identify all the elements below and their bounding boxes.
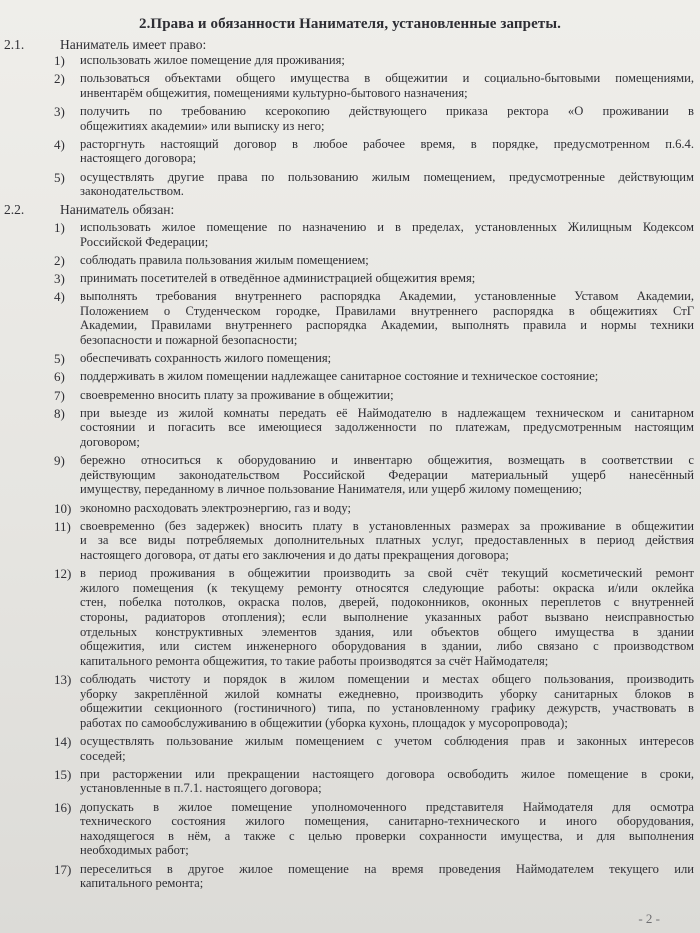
text-line: законодательством.	[80, 184, 184, 199]
text-line: осуществлять другие права по пользованию жилым помещением, предусмотренные действующим	[80, 169, 694, 184]
list-item-number: 9)	[54, 453, 65, 469]
right-item	[50, 53, 694, 68]
text-line: экономно расходовать электроэнергию, газ и воду;	[80, 500, 351, 515]
text-line: стороны, радиаторов отопления); если выполнение указанных работ вызвано неисправностью	[80, 609, 694, 624]
text-line: принимать посетителей в отведённое администрацией общежития время;	[80, 271, 476, 285]
list-item-number: 14)	[54, 734, 72, 749]
list-item-text	[80, 672, 694, 730]
list-item-text	[80, 800, 694, 858]
text-line: работах по самообслуживанию в общежитии (уборка кухонь, площадок у мусоропровода);	[80, 715, 568, 730]
text-line: настоящего договора;	[80, 151, 197, 166]
list-item-number: 8)	[54, 405, 65, 421]
text-line: получить по требованию ксерокопию действующего приказа ректора «О проживании в	[80, 104, 694, 118]
list-item-number: 5)	[54, 351, 65, 367]
list-item-text	[80, 104, 694, 133]
text-line: общежитиях академии» или выписку из него;	[80, 118, 325, 133]
obligation-item	[50, 271, 694, 286]
text-line: и за все виды потребляемых дополнительных платных услуг, предоставленных в период действия	[80, 533, 694, 548]
text-line: пользоваться объектами общего имущества в общежитии и социально-бытовыми помещениями,	[80, 71, 694, 86]
section-number-2-2: 2.2.	[4, 202, 25, 217]
list-item-text	[80, 220, 694, 249]
list-item-text	[80, 734, 694, 763]
list-item-text	[80, 453, 694, 497]
obligation-item	[50, 406, 694, 450]
text-line: Положением о Студенческом городке, Правилами внутреннего распорядка в общежитиях СтГ	[80, 303, 694, 318]
list-item-text	[80, 388, 694, 403]
obligation-item	[50, 289, 694, 347]
text-line: в период проживания в общежитии производить за свой счёт текущий косметический ремонт	[80, 566, 694, 581]
text-line: соседей;	[80, 748, 126, 763]
list-item-number: 17)	[54, 861, 72, 877]
section-title: 2.Права и обязанности Нанимателя, установленные запреты.	[138, 16, 561, 32]
text-line: установленные в п.7.1. настоящего договора;	[80, 781, 322, 796]
list-item-text	[80, 501, 694, 516]
list-item-text	[80, 519, 694, 563]
list-item-number: 16)	[54, 799, 72, 815]
right-item	[50, 104, 694, 133]
text-line: жилого помещения (к текущему ремонту относятся следующие работы: окраска и/или оклейка	[80, 580, 694, 595]
text-line: общежития, или систем инженерного оборудования в здании, либо связано с производством	[80, 639, 694, 654]
right-item	[50, 170, 694, 199]
text-line: необходимых работ;	[80, 843, 189, 858]
text-line: своевременно (без задержек) вносить плату в установленных размерах за проживание в общежитии	[80, 518, 694, 533]
text-line: бережно относиться к оборудованию и инвентарю общежития, возмещать в соответствии с	[80, 453, 694, 468]
obligation-item	[50, 800, 694, 858]
list-item-text	[80, 271, 694, 286]
text-line: соблюдать чистоту и порядок в жилом помещении и местах общего пользования, производить	[80, 672, 694, 686]
text-line: капитального ремонта общежития, то такие работы производятся за счёт Наймодателя;	[80, 653, 549, 668]
text-line: находящегося в нём, а также с целью проверки сохранности имущества, и для выполнения	[80, 828, 694, 843]
obligation-item	[50, 767, 694, 796]
list-item-text	[80, 53, 694, 68]
list-item-text	[80, 71, 694, 100]
section-heading-obligations: Наниматель обязан:	[60, 202, 175, 217]
list-item-number: 6)	[54, 369, 65, 385]
obligation-item	[50, 566, 694, 668]
list-item-number: 12)	[54, 566, 72, 582]
list-item-number: 3)	[54, 104, 65, 119]
list-item-number: 15)	[54, 766, 72, 782]
text-line: соблюдать правила пользования жилым помещением;	[80, 252, 369, 267]
list-item-text	[80, 351, 694, 366]
text-line: обеспечивать сохранность жилого помещения;	[80, 351, 332, 366]
text-line: технического состояния жилого помещения, санитарно-технического и иного оборудования,	[80, 814, 694, 829]
text-line: Академии, Правилами внутреннего распорядка Академии, выполнять правила и нормы техники	[80, 318, 694, 333]
list-item-number: 3)	[54, 271, 65, 286]
text-line: настоящего договора, от даты его заключения и до даты прекращения договора;	[80, 547, 509, 562]
list-item-number: 10)	[54, 500, 72, 516]
list-item-number: 11)	[54, 518, 71, 534]
obligation-item	[50, 388, 694, 403]
text-line: своевременно вносить плату за проживание в общежитии;	[80, 387, 394, 402]
obligation-item	[50, 351, 694, 366]
list-item-number: 2)	[54, 252, 65, 268]
text-line: использовать жилое помещение по назначению и в пределах, установленных Жилищным Кодексом	[80, 220, 694, 234]
text-line: инвентарём общежития, помещениями культурно-бытового назначения;	[80, 85, 468, 100]
right-item	[50, 71, 694, 100]
text-line: при расторжении или прекращении настоящего договора освободить жилое помещение в сроки,	[80, 766, 694, 781]
text-line: договором;	[80, 434, 140, 449]
text-line: Российской Федерации;	[80, 234, 209, 249]
obligation-item	[50, 453, 694, 497]
text-line: уборку закреплённой жилой комнаты ежедневно, производить уборку санитарных блоков в	[80, 686, 694, 701]
text-line: при выезде из жилой комнаты передать её Наймодателю в надлежащем техническом и санитарном	[80, 405, 694, 420]
list-item-number: 2)	[54, 71, 65, 87]
text-line: общежитии секционного (гостиничного) типа, по установленному графику дежурств, участвовать в	[80, 701, 694, 716]
text-line: безопасности и пожарной безопасности;	[80, 332, 298, 347]
text-line: использовать жилое помещение для проживания;	[80, 53, 345, 67]
section-number-2-1: 2.1.	[4, 37, 25, 52]
obligation-item	[50, 253, 694, 268]
text-line: капитального ремонта;	[80, 876, 204, 891]
list-item-number: 4)	[54, 289, 65, 305]
list-item-number: 1)	[54, 220, 65, 235]
obligation-item	[50, 220, 694, 249]
list-item-text	[80, 406, 694, 450]
page-number: - 2 -	[638, 911, 660, 926]
list-item-number: 5)	[54, 169, 65, 185]
text-line: состоянии и погасить все имеющиеся задолженности по платежам, предусмотренным настоящим	[80, 420, 694, 435]
text-line: расторгнуть настоящий договор в любое рабочее время, в порядке, предусмотренном п.6.4.	[80, 136, 694, 151]
list-item-text	[80, 170, 694, 199]
obligation-item	[50, 672, 694, 730]
right-item	[50, 137, 694, 166]
obligation-item	[50, 519, 694, 563]
list-item-text	[80, 137, 694, 166]
text-line: имуществу, переданному в личное пользование Нанимателя, или ущерб жилому помещению;	[80, 482, 582, 497]
list-item-text	[80, 369, 694, 384]
list-item-number: 7)	[54, 387, 65, 403]
obligation-item	[50, 734, 694, 763]
list-item-text	[80, 253, 694, 268]
text-line: переселиться в другое жилое помещение на время проведения Наймодателем текущего или	[80, 861, 694, 876]
text-line: отдельных конструктивных элементов здания, или объектов общего имущества в здании	[80, 624, 694, 639]
section-heading-rights: Наниматель имеет право:	[60, 37, 207, 52]
text-line: выполнять требования внутреннего распорядка Академии, установленные Уставом Академии,	[80, 289, 694, 304]
text-line: поддерживать в жилом помещении надлежащее санитарное состояние и техническое состояние;	[80, 369, 599, 384]
list-item-number: 13)	[54, 672, 72, 687]
text-line: действующим законодательством Российской Федерации материальный ущерб нанесённый	[80, 467, 694, 482]
list-item-number: 4)	[54, 136, 65, 152]
obligation-item	[50, 501, 694, 516]
obligation-item	[50, 862, 694, 891]
obligation-item	[50, 369, 694, 384]
list-item-text	[80, 767, 694, 796]
list-item-text	[80, 289, 694, 347]
list-item-text	[80, 862, 694, 891]
list-item-text	[80, 566, 694, 668]
text-line: допускать в жилое помещение уполномоченного представителя Наймодателя для осмотра	[80, 799, 694, 814]
text-line: осуществлять пользование жилым помещением с учетом соблюдения прав и законных интересов	[80, 734, 694, 748]
text-line: стен, побелка потолков, окраска полов, дверей, подоконников, оконных переплетов с внутренней	[80, 595, 694, 610]
list-item-number: 1)	[54, 53, 65, 68]
